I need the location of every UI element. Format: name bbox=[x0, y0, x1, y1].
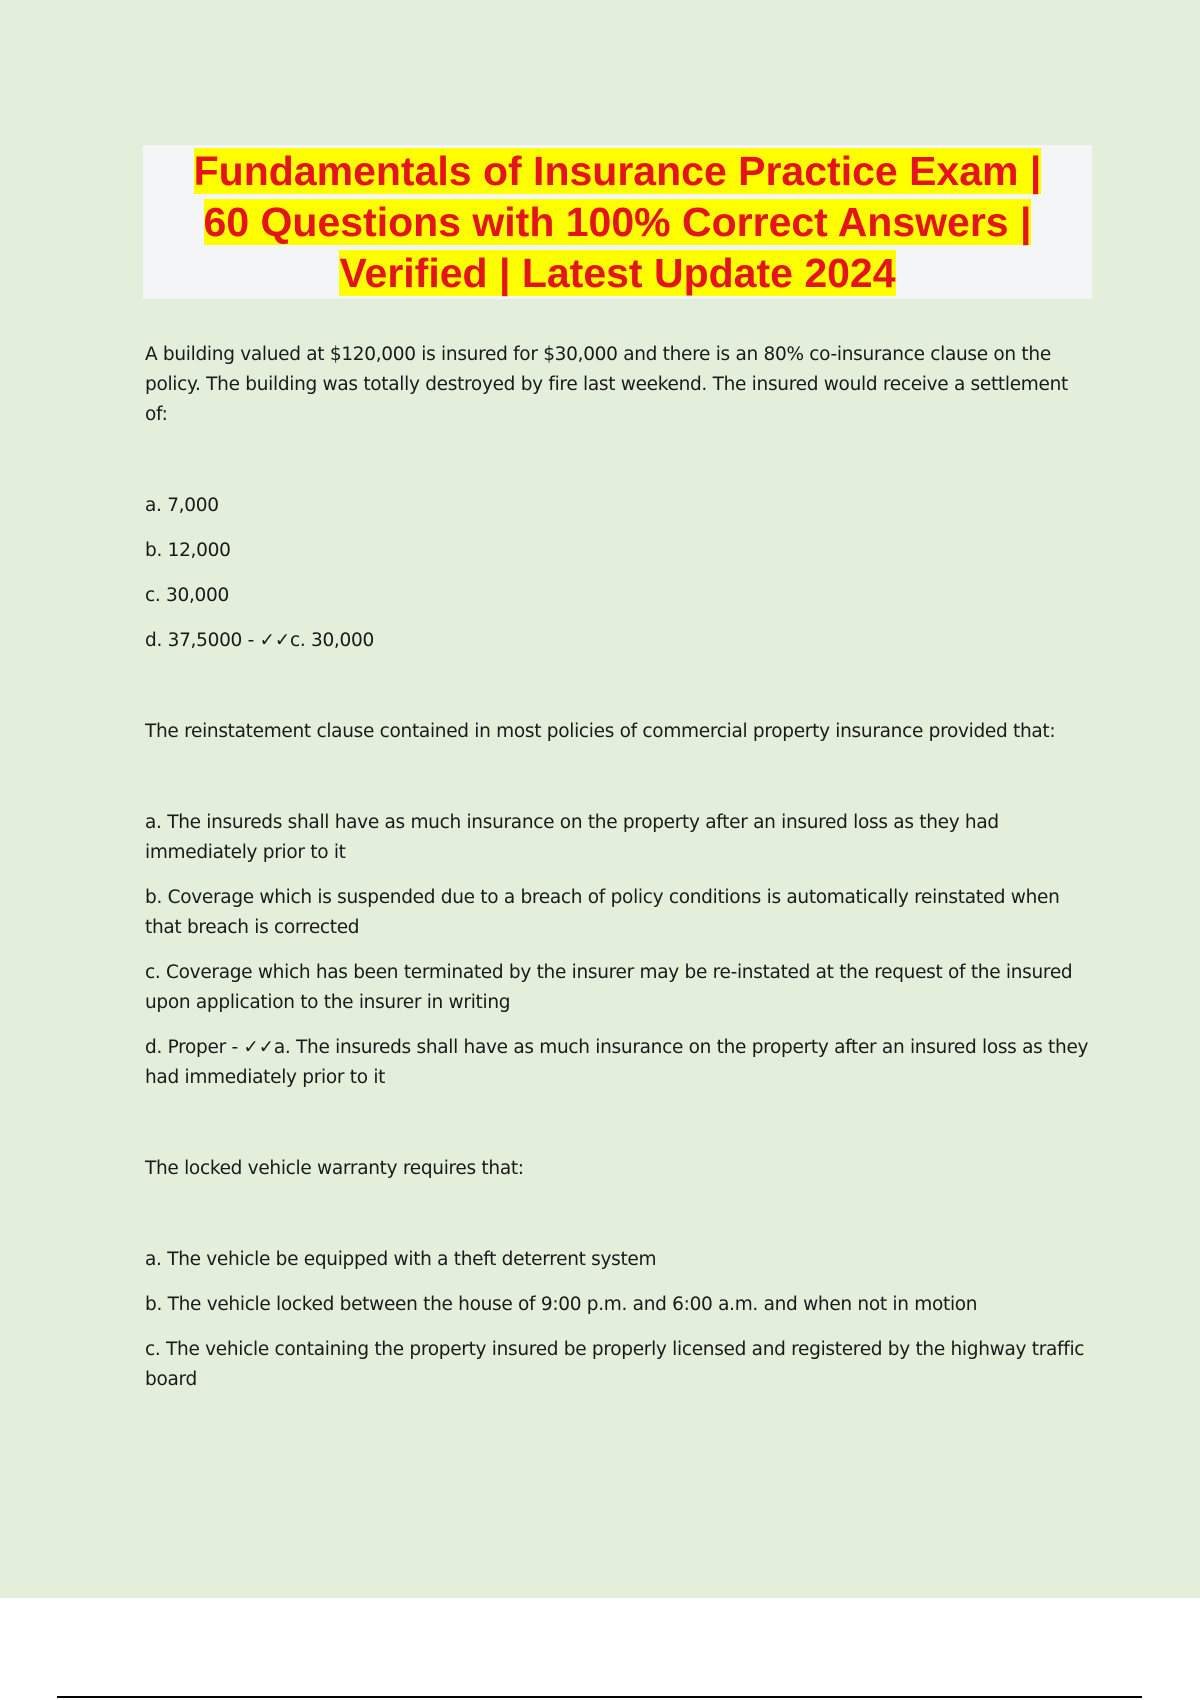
question-1-option-d-answer: d. 37,5000 - ✓✓c. 30,000 bbox=[145, 630, 374, 651]
question-1-option-c: c. 30,000 bbox=[145, 585, 229, 606]
question-3-option-b: b. The vehicle locked between the house of 9:00 p.m. and 6:00 a.m. and when not in motion bbox=[145, 1294, 978, 1315]
question-2-stem: The reinstatement clause contained in most policies of commercial property insurance provided that: bbox=[145, 721, 1056, 742]
question-2-option-c: c. Coverage which has been terminated by the insurer may be re-instated at the request of the insured upon application to the insurer in writing bbox=[145, 962, 1073, 1013]
questions-body bbox=[145, 340, 1095, 1410]
question-1-stem: A building valued at $120,000 is insured for $30,000 and there is an 80% co-insurance clause on the policy. The building was totally destroyed by fire last weekend. The insured would receive a settlement of: bbox=[145, 344, 1068, 425]
question-1-option-a: a. 7,000 bbox=[145, 495, 219, 516]
title-line-2: 60 Questions with 100% Correct Answers | bbox=[203, 199, 1032, 245]
title-line-1: Fundamentals of Insurance Practice Exam | bbox=[193, 148, 1042, 194]
question-1-option-b: b. 12,000 bbox=[145, 540, 231, 561]
footer-divider bbox=[57, 1696, 1142, 1698]
question-2-option-b: b. Coverage which is suspended due to a breach of policy conditions is automatically reinstated when that breach is corrected bbox=[145, 887, 1060, 938]
title-line-3: Verified | Latest Update 2024 bbox=[339, 250, 896, 296]
question-3-stem: The locked vehicle warranty requires that: bbox=[145, 1158, 524, 1179]
question-2-option-a: a. The insureds shall have as much insurance on the property after an insured loss as they had immediately prior to it bbox=[145, 812, 999, 863]
question-3-option-c: c. The vehicle containing the property insured be properly licensed and registered by the highway traffic board bbox=[145, 1339, 1085, 1390]
document-title bbox=[143, 145, 1092, 299]
question-3-option-a: a. The vehicle be equipped with a theft deterrent system bbox=[145, 1249, 657, 1270]
question-2-option-d-answer: d. Proper - ✓✓a. The insureds shall have as much insurance on the property after an insured loss as they had immediately prior to it bbox=[145, 1037, 1089, 1088]
